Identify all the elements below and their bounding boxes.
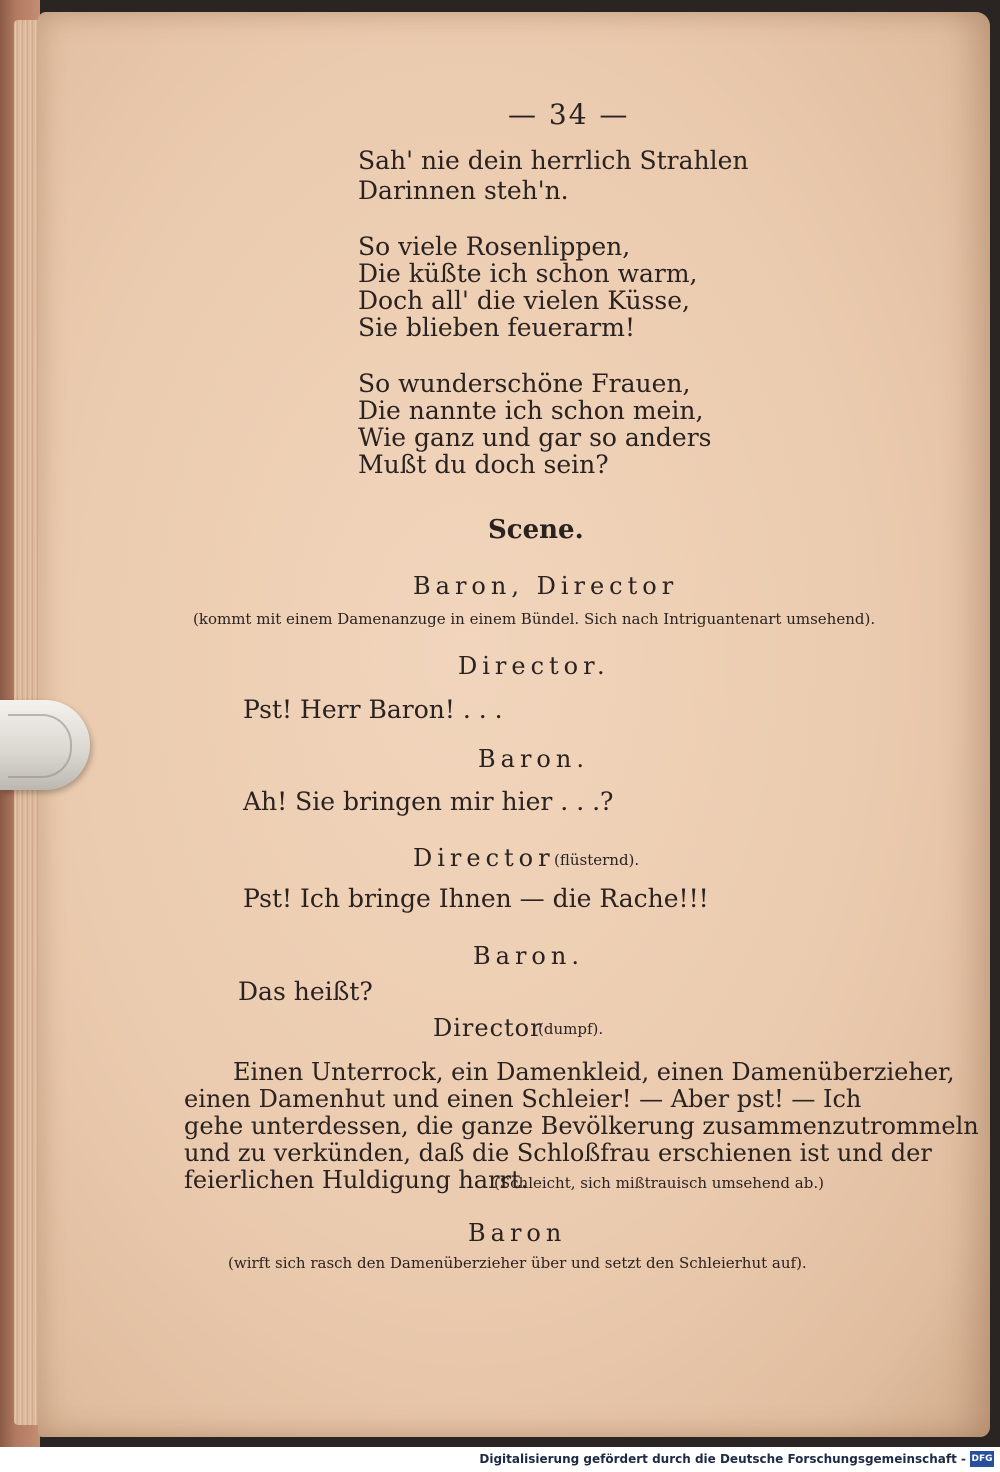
stage-direction: (flüsternd). [554,851,640,869]
speech-line: Einen Unterrock, ein Damenkleid, einen Damenüberzieher, [233,1058,955,1086]
speech-line: feierlichen Huldigung harrt. [184,1166,529,1194]
stage-direction: (kommt mit einem Damenanzuge in einem Bündel. Sich nach Intriguantenart umsehend). [193,610,876,628]
speech-line: gehe unterdessen, die ganze Bevölkerung zusammenzutrommeln [184,1112,979,1140]
dialog-line: Pst! Herr Baron! . . . [243,695,503,724]
dialog-line: Pst! Ich bringe Ihnen — die Rache!!! [243,884,709,913]
paper-clip [0,700,90,790]
stage-direction: (Schleicht, sich mißtrauisch umsehend ab.) [494,1174,824,1192]
verse-line: Sie blieben feuerarm! [358,313,636,342]
verse-line: Doch all' die vielen Küsse, [358,286,690,315]
characters-line: Baron, Director [413,572,679,600]
dialog-line: Das heißt? [238,977,373,1006]
verse-line: Sah' nie dein herrlich Strahlen [358,146,749,175]
speaker-name: Director [433,1014,543,1042]
verse-line: Die nannte ich schon mein, [358,396,704,425]
footer-bar [0,1447,1000,1472]
stage-direction: (wirft sich rasch den Damenüberzieher über und setzt den Schleierhut auf). [228,1254,807,1272]
verse-line: So wunderschöne Frauen, [358,369,691,398]
scene-heading: Scene. [488,515,584,545]
speaker-name: Baron [468,1219,567,1247]
footer-credit: Digitalisierung gefördert durch die Deutsche Forschungsgemeinschaft - [479,1452,966,1466]
speech-line: und zu verkünden, daß die Schloßfrau erschienen ist und der [184,1139,932,1167]
speaker-name: Director [413,844,555,872]
speech-line: einen Damenhut und einen Schleier! — Aber pst! — Ich [184,1085,862,1113]
dialog-line: Ah! Sie bringen mir hier . . .? [243,787,614,816]
speaker-name: Baron. [478,745,589,773]
dfg-logo-icon: DFG [970,1451,994,1467]
verse-line: So viele Rosenlippen, [358,232,631,261]
paper-clip-loop [8,714,72,778]
verse-line: Die küßte ich schon warm, [358,259,698,288]
speaker-name: Baron. [473,942,584,970]
stage-direction: (dumpf). [538,1020,604,1038]
page-number: — 34 — [508,98,630,131]
verse-line: Mußt du doch sein? [358,450,609,479]
verse-line: Darinnen steh'n. [358,176,569,205]
verse-line: Wie ganz und gar so anders [358,423,712,452]
book-page [38,12,990,1437]
speaker-name: Director. [458,652,610,680]
